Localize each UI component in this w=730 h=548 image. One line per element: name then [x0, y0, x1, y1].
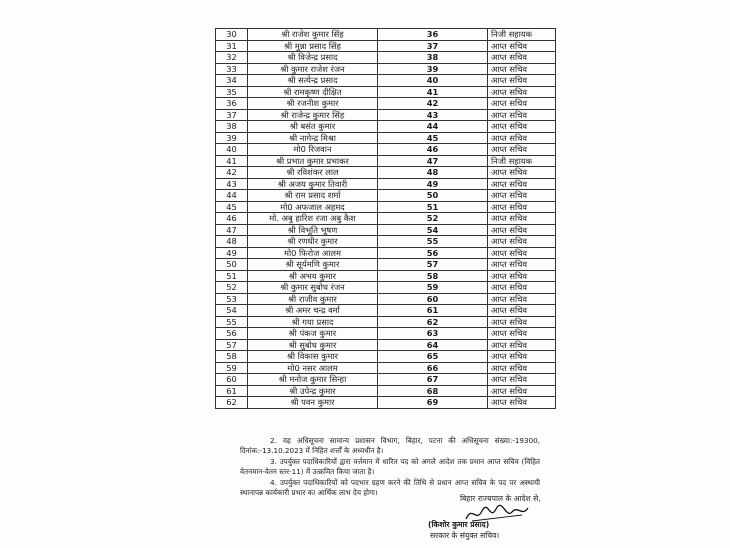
rank-cell: 65 — [378, 351, 488, 363]
name-cell: मो0 नसर आलम — [248, 362, 378, 374]
name-cell: श्री मुन्ना प्रसाद सिंह — [248, 40, 378, 52]
table-row — [216, 305, 556, 317]
name-cell: श्री सत्येन्द्र प्रसाद — [248, 75, 378, 87]
officer-table-body — [216, 29, 556, 409]
rank-cell: 63 — [378, 328, 488, 340]
serial-cell: 58 — [216, 351, 248, 363]
post-cell: आप्त सचिव — [488, 374, 556, 386]
signatory-designation: सरकार के संयुक्त सचिव। — [430, 531, 500, 540]
serial-cell: 38 — [216, 121, 248, 133]
table-row — [216, 397, 556, 409]
table-row — [216, 86, 556, 98]
name-cell: श्री राजीव कुमार — [248, 293, 378, 305]
serial-cell: 54 — [216, 305, 248, 317]
rank-cell: 40 — [378, 75, 488, 87]
table-row — [216, 63, 556, 75]
post-cell: आप्त सचिव — [488, 144, 556, 156]
rank-cell: 37 — [378, 40, 488, 52]
serial-cell: 59 — [216, 362, 248, 374]
serial-cell: 43 — [216, 178, 248, 190]
serial-cell: 36 — [216, 98, 248, 110]
serial-cell: 61 — [216, 385, 248, 397]
post-cell: आप्त सचिव — [488, 132, 556, 144]
post-cell: आप्त सचिव — [488, 282, 556, 294]
table-row — [216, 98, 556, 110]
serial-cell: 33 — [216, 63, 248, 75]
serial-cell: 55 — [216, 316, 248, 328]
post-cell: आप्त सचिव — [488, 339, 556, 351]
post-cell: आप्त सचिव — [488, 397, 556, 409]
serial-cell: 51 — [216, 270, 248, 282]
table-row — [216, 109, 556, 121]
name-cell: श्री गया प्रसाद — [248, 316, 378, 328]
rank-cell: 52 — [378, 213, 488, 225]
serial-cell: 30 — [216, 29, 248, 41]
rank-cell: 55 — [378, 236, 488, 248]
table-row — [216, 259, 556, 271]
table-row — [216, 167, 556, 179]
table-row — [216, 282, 556, 294]
rank-cell: 66 — [378, 362, 488, 374]
post-cell: आप्त सचिव — [488, 63, 556, 75]
name-cell: श्री कुमार राजेश रंजन — [248, 63, 378, 75]
rank-cell: 36 — [378, 29, 488, 41]
post-cell: आप्त सचिव — [488, 190, 556, 202]
table-row — [216, 29, 556, 41]
table-row — [216, 339, 556, 351]
name-cell: श्री मनोज कुमार सिन्हा — [248, 374, 378, 386]
post-cell: निजी सहायक — [488, 155, 556, 167]
table-row — [216, 316, 556, 328]
post-cell: आप्त सचिव — [488, 236, 556, 248]
name-cell: श्री प्रभात कुमार प्रभाकर — [248, 155, 378, 167]
signatory-name: (किशोर कुमार प्रसाद) — [428, 520, 490, 529]
post-cell: आप्त सचिव — [488, 247, 556, 259]
name-cell: मो0 रिजवान — [248, 144, 378, 156]
rank-cell: 54 — [378, 224, 488, 236]
name-cell: श्री अजय कुमार तिवारी — [248, 178, 378, 190]
name-cell: श्री राजेन्द्र कुमार सिंह — [248, 109, 378, 121]
order-line: बिहार राज्यपाल के आदेश से, — [460, 494, 541, 503]
table-row — [216, 270, 556, 282]
name-cell: श्री नागेन्द्र मिश्रा — [248, 132, 378, 144]
rank-cell: 51 — [378, 201, 488, 213]
table-row — [216, 52, 556, 64]
name-cell: श्री विकास कुमार — [248, 351, 378, 363]
name-cell: मो. अबु हारिश रजा अबु कैश — [248, 213, 378, 225]
post-cell: निजी सहायक — [488, 29, 556, 41]
serial-cell: 37 — [216, 109, 248, 121]
serial-cell: 60 — [216, 374, 248, 386]
rank-cell: 45 — [378, 132, 488, 144]
note-2: 2. यह अधिसूचना सामान्य प्रशासन विभाग, बिहार, पटना की अधिसूचना संख्या:-19300, दिनांक:-13.10.2023 में निहित शर्त्तों के अध्यधीन है। — [240, 436, 540, 455]
post-cell: आप्त सचिव — [488, 121, 556, 133]
rank-cell: 59 — [378, 282, 488, 294]
table-row — [216, 155, 556, 167]
name-cell: श्री सूर्यमणि कुमार — [248, 259, 378, 271]
post-cell: आप्त सचिव — [488, 86, 556, 98]
rank-cell: 67 — [378, 374, 488, 386]
serial-cell: 62 — [216, 397, 248, 409]
serial-cell: 53 — [216, 293, 248, 305]
table-row — [216, 144, 556, 156]
name-cell: श्री राजेश कुमार सिंह — [248, 29, 378, 41]
rank-cell: 48 — [378, 167, 488, 179]
table-row — [216, 40, 556, 52]
name-cell: श्री कुमार सुबोध रंजन — [248, 282, 378, 294]
name-cell: मो0 अफजाल अहमद — [248, 201, 378, 213]
note-4: 4. उपर्युक्त पदाधिकारियों को पदभार ग्रहण करने की तिथि से प्रधान आप्त सचिव के पद पर अस्थायी स्थानापन्न कार्यकारी प्रभार का आर्थिक लाभ देय होगा। — [240, 478, 540, 497]
post-cell: आप्त सचिव — [488, 213, 556, 225]
table-row — [216, 213, 556, 225]
serial-cell: 34 — [216, 75, 248, 87]
rank-cell: 58 — [378, 270, 488, 282]
post-cell: आप्त सचिव — [488, 351, 556, 363]
name-cell: श्री अभय कुमार — [248, 270, 378, 282]
name-cell: श्री विजेन्द्र प्रसाद — [248, 52, 378, 64]
table-row — [216, 190, 556, 202]
post-cell: आप्त सचिव — [488, 316, 556, 328]
rank-cell: 46 — [378, 144, 488, 156]
post-cell: आप्त सचिव — [488, 109, 556, 121]
rank-cell: 49 — [378, 178, 488, 190]
name-cell: श्री राम प्रसाद शर्मा — [248, 190, 378, 202]
serial-cell: 56 — [216, 328, 248, 340]
serial-cell: 39 — [216, 132, 248, 144]
rank-cell: 43 — [378, 109, 488, 121]
post-cell: आप्त सचिव — [488, 385, 556, 397]
rank-cell: 62 — [378, 316, 488, 328]
table-row — [216, 385, 556, 397]
serial-cell: 40 — [216, 144, 248, 156]
rank-cell: 50 — [378, 190, 488, 202]
serial-cell: 45 — [216, 201, 248, 213]
table-row — [216, 75, 556, 87]
serial-cell: 46 — [216, 213, 248, 225]
table-row — [216, 374, 556, 386]
serial-cell: 57 — [216, 339, 248, 351]
post-cell: आप्त सचिव — [488, 293, 556, 305]
post-cell: आप्त सचिव — [488, 167, 556, 179]
rank-cell: 64 — [378, 339, 488, 351]
serial-cell: 48 — [216, 236, 248, 248]
notes-section — [240, 436, 540, 500]
post-cell: आप्त सचिव — [488, 201, 556, 213]
name-cell: श्री रामकृष्ण दीक्षित — [248, 86, 378, 98]
table-row — [216, 293, 556, 305]
post-cell: आप्त सचिव — [488, 259, 556, 271]
name-cell: श्री रजनीश कुमार — [248, 98, 378, 110]
rank-cell: 39 — [378, 63, 488, 75]
name-cell: श्री उपेन्द्र कुमार — [248, 385, 378, 397]
table-row — [216, 201, 556, 213]
serial-cell: 32 — [216, 52, 248, 64]
post-cell: आप्त सचिव — [488, 328, 556, 340]
name-cell: श्री पवन कुमार — [248, 397, 378, 409]
rank-cell: 56 — [378, 247, 488, 259]
name-cell: मो0 फिरोज आलम — [248, 247, 378, 259]
post-cell: आप्त सचिव — [488, 270, 556, 282]
serial-cell: 49 — [216, 247, 248, 259]
post-cell: आप्त सचिव — [488, 98, 556, 110]
serial-cell: 50 — [216, 259, 248, 271]
table-row — [216, 351, 556, 363]
rank-cell: 61 — [378, 305, 488, 317]
rank-cell: 44 — [378, 121, 488, 133]
serial-cell: 41 — [216, 155, 248, 167]
serial-cell: 47 — [216, 224, 248, 236]
post-cell: आप्त सचिव — [488, 362, 556, 374]
table-row — [216, 224, 556, 236]
name-cell: श्री सुबोध कुमार — [248, 339, 378, 351]
rank-cell: 42 — [378, 98, 488, 110]
serial-cell: 35 — [216, 86, 248, 98]
table-row — [216, 236, 556, 248]
table-row — [216, 132, 556, 144]
name-cell: श्री रणधीर कुमार — [248, 236, 378, 248]
name-cell: श्री पंकज कुमार — [248, 328, 378, 340]
post-cell: आप्त सचिव — [488, 52, 556, 64]
table-row — [216, 121, 556, 133]
table-row — [216, 362, 556, 374]
serial-cell: 42 — [216, 167, 248, 179]
serial-cell: 31 — [216, 40, 248, 52]
post-cell: आप्त सचिव — [488, 75, 556, 87]
serial-cell: 44 — [216, 190, 248, 202]
name-cell: श्री रविशंकर लाल — [248, 167, 378, 179]
rank-cell: 60 — [378, 293, 488, 305]
note-3: 3. उपर्युक्त पदाधिकारियों द्वारा वर्त्तमान में धारित पद को अगले आदेश तक प्रधान आप्त सचिव (विहित वेतनमान-वेतन स्तर-11) में उत्क्रमित किया जाता है। — [240, 457, 540, 476]
table-row — [216, 178, 556, 190]
name-cell: श्री बसंत कुमार — [248, 121, 378, 133]
officer-table — [215, 28, 556, 409]
post-cell: आप्त सचिव — [488, 40, 556, 52]
post-cell: आप्त सचिव — [488, 305, 556, 317]
serial-cell: 52 — [216, 282, 248, 294]
rank-cell: 47 — [378, 155, 488, 167]
post-cell: आप्त सचिव — [488, 178, 556, 190]
post-cell: आप्त सचिव — [488, 224, 556, 236]
rank-cell: 41 — [378, 86, 488, 98]
table-row — [216, 328, 556, 340]
name-cell: श्री अमर चन्द्र वर्मा — [248, 305, 378, 317]
rank-cell: 38 — [378, 52, 488, 64]
name-cell: श्री विभूति भूषण — [248, 224, 378, 236]
rank-cell: 57 — [378, 259, 488, 271]
rank-cell: 69 — [378, 397, 488, 409]
table-row — [216, 247, 556, 259]
rank-cell: 68 — [378, 385, 488, 397]
